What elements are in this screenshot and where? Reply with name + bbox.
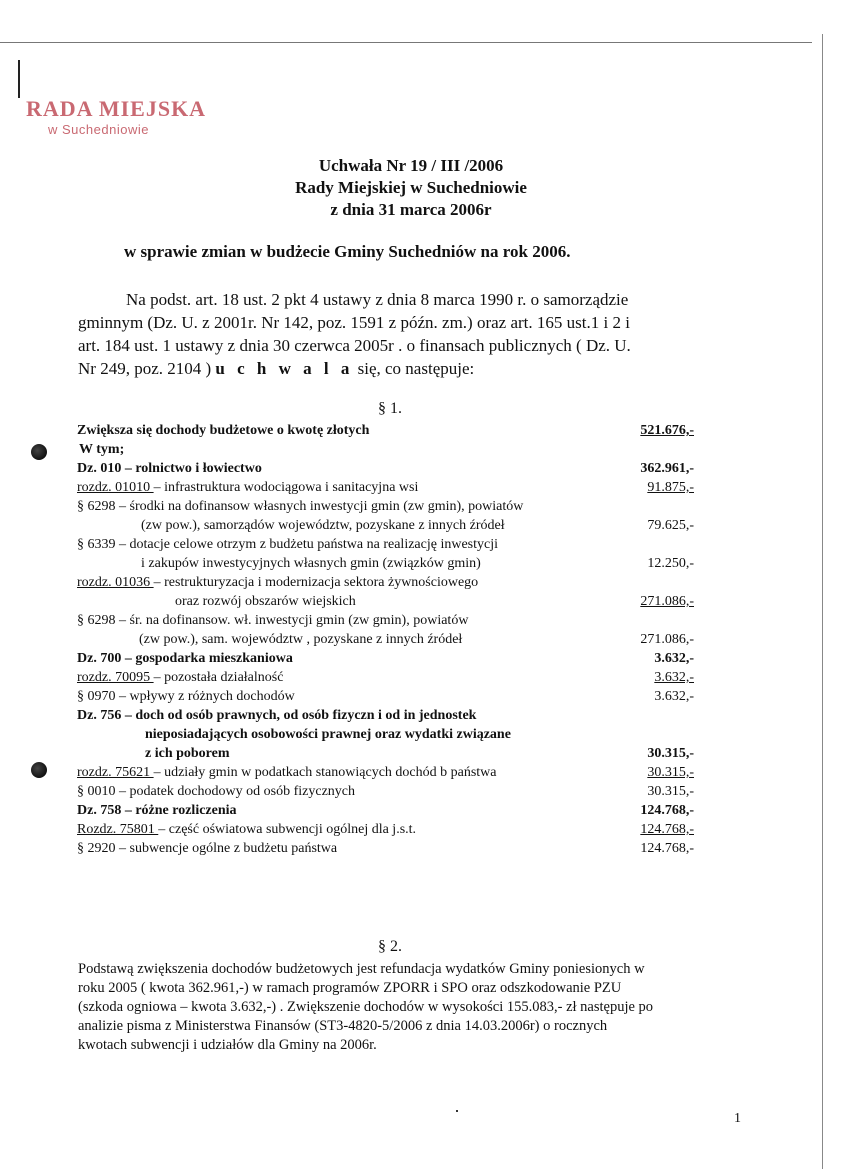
budget-row-amount: 30.315,- <box>647 746 694 761</box>
budget-row-label: nieposiadających osobowości prawnej oraz wydatki związane <box>145 727 511 742</box>
budget-row-label: Dz. 700 – gospodarka mieszkaniowa <box>77 651 293 666</box>
budget-row <box>77 478 697 497</box>
intro-line-4-post: się, co następuje: <box>353 359 475 378</box>
page-edge-right <box>822 34 823 1169</box>
page-edge-top <box>0 42 812 43</box>
section-2-line-2: roku 2005 ( kwota 362.961,-) w ramach programów ZPORR i SPO oraz odszkodowanie PZU <box>78 980 622 996</box>
budget-row-amount: 271.086,- <box>640 594 694 609</box>
title-line-2: Rady Miejskiej w Suchedniowie <box>295 178 527 197</box>
budget-row <box>77 611 697 630</box>
chapter-description: – udziały gmin w podatkach stanowiących dochód b państwa <box>153 765 497 780</box>
budget-row <box>77 535 697 554</box>
budget-row-amount: 362.961,- <box>640 461 694 476</box>
budget-row-amount: 124.768,- <box>640 822 694 837</box>
council-stamp <box>8 96 218 138</box>
chapter-description: – pozostała działalność <box>153 670 284 685</box>
budget-row-amount: 124.768,- <box>640 803 694 818</box>
intro-line-2: gminnym (Dz. U. z 2001r. Nr 142, poz. 1591 z późn. zm.) oraz art. 165 ust.1 i 2 i <box>78 313 630 332</box>
chapter-code: rozdz. 75621 <box>77 765 154 780</box>
section-1-heading: § 1. <box>378 400 402 417</box>
budget-row-label: Dz. 758 – różne rozliczenia <box>77 803 237 818</box>
budget-row-label <box>77 763 497 782</box>
title-line-1: Uchwała Nr 19 / III /2006 <box>318 156 504 175</box>
resolution-subject: w sprawie zmian w budżecie Gminy Suchedniów na rok 2006. <box>124 242 571 261</box>
budget-row-label: i zakupów inwestycyjnych własnych gmin (związków gmin) <box>141 556 481 571</box>
budget-row <box>77 592 697 611</box>
budget-row-label: § 0010 – podatek dochodowy od osób fizycznych <box>77 784 355 799</box>
budget-lines <box>77 421 697 858</box>
budget-row-label: Dz. 756 – doch od osób prawnych, od osób fizyczn i od in jednostek <box>77 708 477 723</box>
budget-row <box>77 421 697 440</box>
legal-basis-paragraph <box>78 288 728 380</box>
section-2-line-1: Podstawą zwiększenia dochodów budżetowych jest refundacja wydatków Gminy poniesionych w <box>78 961 645 977</box>
budget-row-amount: 30.315,- <box>647 784 694 799</box>
section-2-line-5: kwotach subwencji i udziałów dla Gminy na 2006r. <box>78 1037 377 1053</box>
budget-row <box>77 687 697 706</box>
budget-row-amount: 521.676,- <box>640 423 694 438</box>
budget-row <box>77 706 697 725</box>
budget-row <box>77 820 697 839</box>
page-number: 1 <box>734 1111 741 1126</box>
section-2-heading: § 2. <box>378 938 402 955</box>
chapter-code: rozdz. 01036 <box>77 575 154 590</box>
budget-row-amount: 91.875,- <box>647 480 694 495</box>
punch-hole-icon <box>31 762 47 778</box>
budget-row-label: § 2920 – subwencje ogólne z budżetu państwa <box>77 841 338 856</box>
budget-row <box>77 630 697 649</box>
budget-row <box>77 554 697 573</box>
chapter-description: – infrastruktura wodociągowa i sanitacyjna wsi <box>153 480 419 495</box>
budget-row-amount: 3.632,- <box>654 689 694 704</box>
section-2-line-4: analizie pisma z Ministerstwa Finansów (ST3-4820-5/2006 z dnia 14.03.2006r) o rocznych <box>78 1018 608 1034</box>
budget-row <box>77 459 697 478</box>
budget-row-label: (zw pow.), samorządów województw, pozyskane z innych źródeł <box>141 518 505 533</box>
title-line-3: z dnia 31 marca 2006r <box>330 200 492 219</box>
intro-line-4 <box>78 357 728 380</box>
budget-row-label: § 6298 – śr. na dofinansow. wł. inwestycji gmin (zw gmin), powiatów <box>77 613 469 628</box>
chapter-description: – część oświatowa subwencji ogólnej dla j.s.t. <box>158 822 417 837</box>
stamp-line-1: RADA MIEJSKA <box>26 96 207 121</box>
punch-hole-icon <box>31 444 47 460</box>
budget-row-amount: 79.625,- <box>647 518 694 533</box>
budget-row <box>77 516 697 535</box>
budget-row-label: § 0970 – wpływy z różnych dochodów <box>77 689 295 704</box>
budget-row <box>77 573 697 592</box>
chapter-code: Rozdz. 75801 <box>77 822 159 837</box>
budget-row <box>77 497 697 516</box>
budget-row-amount: 271.086,- <box>640 632 694 647</box>
budget-row-label <box>77 573 478 592</box>
budget-row-label: z ich poborem <box>145 746 230 761</box>
budget-row <box>77 801 697 820</box>
section-2-paragraph <box>78 960 746 1055</box>
scan-speck <box>456 1110 458 1112</box>
margin-mark <box>18 60 20 98</box>
budget-row-label <box>77 820 416 839</box>
budget-row <box>77 744 697 763</box>
intro-line-4-pre: Nr 249, poz. 2104 ) <box>78 359 216 378</box>
budget-row-amount: 12.250,- <box>647 556 694 571</box>
budget-row <box>77 763 697 782</box>
chapter-code: rozdz. 70095 <box>77 670 154 685</box>
uchwala-word: u c h w a l a <box>215 359 354 378</box>
budget-row-label: Dz. 010 – rolnictwo i łowiectwo <box>77 461 262 476</box>
chapter-description: – restrukturyzacja i modernizacja sektora żywnościowego <box>153 575 479 590</box>
budget-row <box>77 440 697 459</box>
budget-row <box>77 839 697 858</box>
budget-row <box>77 668 697 687</box>
resolution-title <box>0 155 822 221</box>
chapter-code: rozdz. 01010 <box>77 480 154 495</box>
budget-row-label <box>77 478 418 497</box>
budget-row-label: oraz rozwój obszarów wiejskich <box>175 594 356 609</box>
budget-row-amount: 3.632,- <box>654 670 694 685</box>
budget-row-amount: 124.768,- <box>640 841 694 856</box>
budget-row <box>77 649 697 668</box>
budget-row-label: Zwiększa się dochody budżetowe o kwotę złotych <box>77 423 370 438</box>
stamp-line-2: w Suchedniowie <box>48 122 149 137</box>
section-2-line-3: (szkoda ogniowa – kwota 3.632,-) . Zwiększenie dochodów w wysokości 155.083,- zł następuje po <box>78 999 654 1015</box>
intro-line-1: Na podst. art. 18 ust. 2 pkt 4 ustawy z dnia 8 marca 1990 r. o samorządzie <box>126 290 629 309</box>
budget-row <box>77 725 697 744</box>
budget-row-label: § 6298 – środki na dofinansow własnych inwestycji gmin (zw gmin), powiatów <box>77 499 524 514</box>
budget-row-label: (zw pow.), sam. województw , pozyskane z innych źródeł <box>139 632 463 647</box>
budget-row-amount: 3.632,- <box>654 651 694 666</box>
budget-row <box>77 782 697 801</box>
budget-row-amount: 30.315,- <box>647 765 694 780</box>
budget-row-label: § 6339 – dotacje celowe otrzym z budżetu państwa na realizację inwestycji <box>77 537 498 552</box>
intro-line-3: art. 184 ust. 1 ustawy z dnia 30 czerwca 2005r . o finansach publicznych ( Dz. U. <box>78 336 631 355</box>
budget-row-label: W tym; <box>79 442 125 457</box>
budget-row-label <box>77 668 283 687</box>
